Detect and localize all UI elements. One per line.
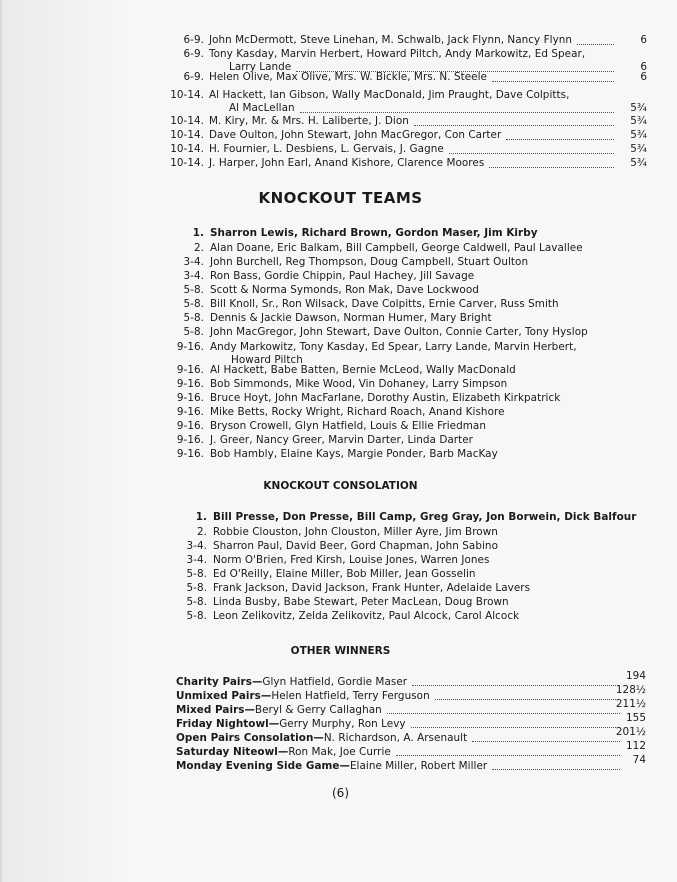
- consolation-team: Bill Presse, Don Presse, Bill Camp, Greg Gray, Jon Borwein, Dick Balfour: [213, 511, 637, 523]
- event-name: Open Pairs Consolation—: [176, 732, 324, 744]
- knockout-team: Bob Hambly, Elaine Kays, Margie Ponder, Barb MacKay: [210, 448, 498, 460]
- event-name: Saturday Niteowl—: [176, 746, 289, 758]
- consolation-team: Sharron Paul, David Beer, Gord Chapman, John Sabino: [213, 540, 498, 552]
- knockout-team-continued: Howard Piltch: [231, 354, 303, 366]
- pairs-names: M. Kiry, Mr. & Mrs. H. Laliberte, J. Dion: [209, 115, 409, 127]
- dot-leader: [492, 81, 614, 82]
- other-winner-row: [176, 732, 467, 745]
- other-score: 128½: [615, 684, 646, 696]
- knockout-rank: 2.: [193, 242, 204, 254]
- consolation-team: Frank Jackson, David Jackson, Frank Hunter, Adelaide Lavers: [213, 582, 531, 594]
- dot-leader: [387, 713, 620, 714]
- dot-leader: [411, 727, 620, 728]
- pairs-names-continued: Larry Lande: [229, 61, 292, 73]
- pairs-score: 5¾: [630, 129, 647, 141]
- consolation-rank: 5-8.: [186, 568, 207, 580]
- knockout-team: Bob Simmonds, Mike Wood, Vin Dohaney, Larry Simpson: [210, 378, 508, 390]
- knockout-rank: 9-16.: [176, 420, 204, 432]
- other-winner-row: [176, 676, 407, 689]
- dot-leader: [449, 153, 614, 154]
- knockout-rank: 3-4.: [183, 270, 204, 282]
- knockout-team: Ron Bass, Gordie Chippin, Paul Hachey, Jill Savage: [210, 270, 475, 282]
- winner-names: Ron Mak, Joe Currie: [288, 746, 391, 758]
- knockout-rank: 5-8.: [183, 298, 204, 310]
- other-score: 201½: [615, 726, 646, 738]
- knockout-rank: 5-8.: [183, 284, 204, 296]
- pairs-score: 6: [640, 71, 647, 83]
- other-score: 112: [626, 740, 646, 752]
- knockout-team: Andy Markowitz, Tony Kasday, Ed Spear, Larry Lande, Marvin Herbert,: [210, 341, 577, 353]
- pairs-score: 5¾: [630, 115, 647, 127]
- other-winner-row: [176, 718, 406, 731]
- pairs-names-continued: Al MacLellan: [229, 102, 295, 114]
- event-name: Friday Nightowl—: [176, 718, 280, 730]
- pairs-rank: 10-14.: [170, 129, 204, 141]
- knockout-rank: 9-16.: [176, 341, 204, 353]
- pairs-rank: 6-9.: [183, 71, 204, 83]
- other-score: 74: [632, 754, 646, 766]
- pairs-rank: 6-9.: [183, 48, 204, 60]
- pairs-names: J. Harper, John Earl, Anand Kishore, Clarence Moores: [209, 157, 485, 169]
- knockout-team: Bill Knoll, Sr., Ron Wilsack, Dave Colpitts, Ernie Carver, Russ Smith: [210, 298, 559, 310]
- pairs-rank: 6-9.: [183, 34, 204, 46]
- knockout-consolation-heading: KNOCKOUT CONSOLATION: [263, 480, 418, 492]
- event-name: Monday Evening Side Game—: [176, 760, 350, 772]
- winner-names: Helen Hatfield, Terry Ferguson: [271, 690, 430, 702]
- other-score: 155: [626, 712, 646, 724]
- other-score: 211½: [615, 698, 646, 710]
- winner-names: Beryl & Gerry Callaghan: [254, 704, 382, 716]
- knockout-teams-heading: KNOCKOUT TEAMS: [258, 189, 423, 207]
- pairs-names: John McDermott, Steve Linehan, M. Schwalb, Jack Flynn, Nancy Flynn: [209, 34, 573, 46]
- pairs-names: Tony Kasday, Marvin Herbert, Howard Piltch, Andy Markowitz, Ed Spear,: [209, 48, 586, 60]
- winner-names: Glyn Hatfield, Gordie Maser: [262, 676, 408, 688]
- knockout-team: Al Hackett, Babe Batten, Bernie McLeod, Wally MacDonald: [210, 364, 516, 376]
- knockout-rank: 5-8.: [183, 312, 204, 324]
- winner-names: Elaine Miller, Robert Miller: [349, 760, 488, 772]
- pairs-rank: 10-14.: [170, 157, 204, 169]
- other-winner-row: [176, 690, 430, 703]
- dot-leader: [300, 112, 614, 113]
- consolation-team: Linda Busby, Babe Stewart, Peter MacLean, Doug Brown: [213, 596, 509, 608]
- knockout-rank: 9-16.: [176, 434, 204, 446]
- other-score: 194: [626, 670, 646, 682]
- page-number: (6): [332, 786, 349, 800]
- knockout-team: Sharron Lewis, Richard Brown, Gordon Maser, Jim Kirby: [210, 227, 538, 239]
- pairs-score: 5¾: [630, 157, 647, 169]
- knockout-team: Bruce Hoyt, John MacFarlane, Dorothy Austin, Elizabeth Kirkpatrick: [210, 392, 561, 404]
- dot-leader: [414, 125, 614, 126]
- knockout-rank: 9-16.: [176, 448, 204, 460]
- consolation-team: Norm O'Brien, Fred Kirsh, Louise Jones, Warren Jones: [213, 554, 490, 566]
- event-name: Charity Pairs—: [176, 676, 263, 688]
- knockout-team: J. Greer, Nancy Greer, Marvin Darter, Linda Darter: [210, 434, 473, 446]
- dot-leader: [435, 699, 620, 700]
- consolation-rank: 3-4.: [186, 554, 207, 566]
- pairs-names: Helen Olive, Max Olive, Mrs. W. Bickle, Mrs. N. Steele: [209, 71, 487, 83]
- knockout-rank: 9-16.: [176, 392, 204, 404]
- consolation-rank: 5-8.: [186, 596, 207, 608]
- knockout-team: Bryson Crowell, Glyn Hatfield, Louis & Ellie Friedman: [210, 420, 486, 432]
- winner-names: N. Richardson, A. Arsenault: [323, 732, 468, 744]
- pairs-score: 6: [640, 61, 647, 73]
- knockout-rank: 1.: [192, 227, 204, 239]
- consolation-team: Leon Zelikovitz, Zelda Zelikovitz, Paul Alcock, Carol Alcock: [213, 610, 520, 622]
- consolation-rank: 5-8.: [186, 610, 207, 622]
- event-name: Mixed Pairs—: [176, 704, 255, 716]
- dot-leader: [472, 741, 620, 742]
- knockout-team: John Burchell, Reg Thompson, Doug Campbell, Stuart Oulton: [210, 256, 529, 268]
- page-content: [2, 0, 677, 882]
- knockout-team: Scott & Norma Symonds, Ron Mak, Dave Lockwood: [210, 284, 479, 296]
- knockout-rank: 3-4.: [183, 256, 204, 268]
- consolation-team: Ed O'Reilly, Elaine Miller, Bob Miller, Jean Gosselin: [213, 568, 476, 580]
- other-winner-row: [176, 760, 487, 773]
- knockout-team: Mike Betts, Rocky Wright, Richard Roach, Anand Kishore: [210, 406, 505, 418]
- knockout-rank: 9-16.: [176, 406, 204, 418]
- knockout-team: Dennis & Jackie Dawson, Norman Humer, Mary Bright: [210, 312, 492, 324]
- pairs-score: 6: [640, 34, 647, 46]
- knockout-team: John MacGregor, John Stewart, Dave Oulton, Connie Carter, Tony Hyslop: [210, 326, 588, 338]
- knockout-rank: 9-16.: [176, 378, 204, 390]
- consolation-rank: 1.: [195, 511, 207, 523]
- dot-leader: [492, 769, 620, 770]
- event-name: Unmixed Pairs—: [176, 690, 272, 702]
- knockout-rank: 9-16.: [176, 364, 204, 376]
- dot-leader: [396, 755, 620, 756]
- pairs-names: Dave Oulton, John Stewart, John MacGregor, Con Carter: [209, 129, 502, 141]
- consolation-rank: 5-8.: [186, 582, 207, 594]
- consolation-team: Robbie Clouston, John Clouston, Miller Ayre, Jim Brown: [213, 526, 498, 538]
- knockout-rank: 5-8.: [183, 326, 204, 338]
- pairs-names: Al Hackett, Ian Gibson, Wally MacDonald, Jim Praught, Dave Colpitts,: [209, 89, 570, 101]
- knockout-team: Alan Doane, Eric Balkam, Bill Campbell, George Caldwell, Paul Lavallee: [210, 242, 583, 254]
- dot-leader: [489, 167, 614, 168]
- pairs-score: 5¾: [630, 102, 647, 114]
- pairs-rank: 10-14.: [170, 89, 204, 101]
- consolation-rank: 2.: [196, 526, 207, 538]
- other-winner-row: [176, 704, 382, 717]
- dot-leader: [506, 139, 614, 140]
- pairs-rank: 10-14.: [170, 115, 204, 127]
- other-winner-row: [176, 746, 391, 759]
- dot-leader: [412, 685, 620, 686]
- winner-names: Gerry Murphy, Ron Levy: [279, 718, 406, 730]
- pairs-rank: 10-14.: [170, 143, 204, 155]
- pairs-names: H. Fournier, L. Desbiens, L. Gervais, J. Gagne: [209, 143, 444, 155]
- consolation-rank: 3-4.: [186, 540, 207, 552]
- pairs-score: 5¾: [630, 143, 647, 155]
- other-winners-heading: OTHER WINNERS: [290, 645, 391, 657]
